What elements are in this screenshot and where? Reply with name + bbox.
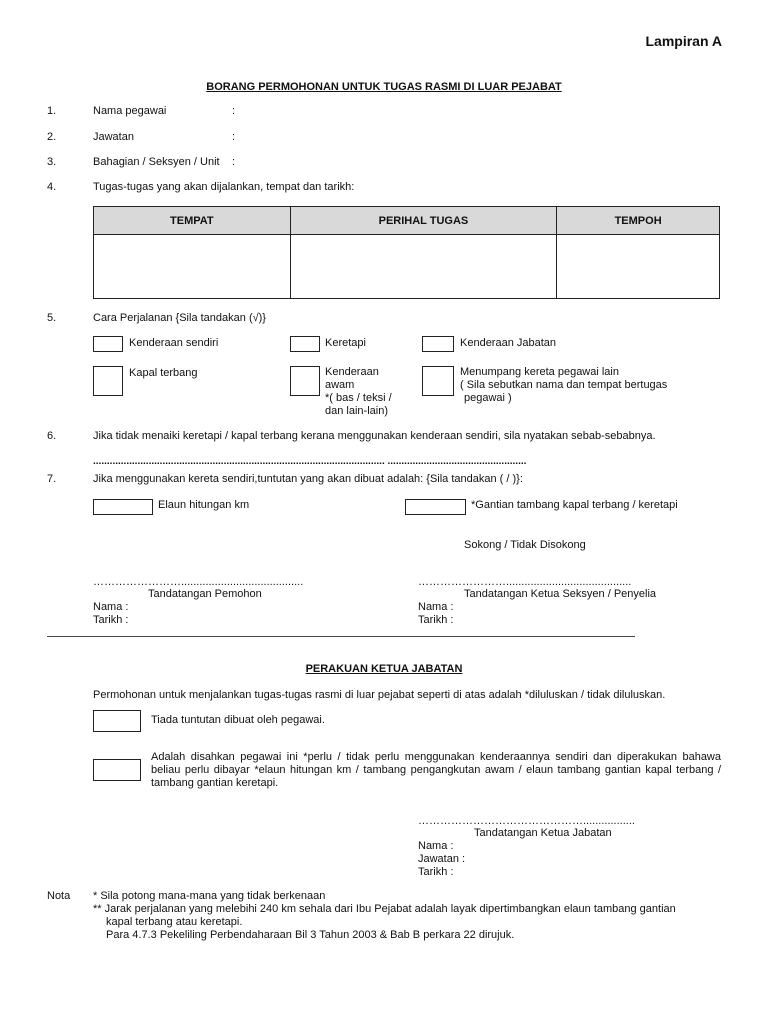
item-1-label: Nama pegawai	[93, 105, 167, 117]
checkbox-kapal-terbang[interactable]	[93, 366, 123, 396]
col-header-perihal-tugas: PERIHAL TUGAS	[290, 207, 557, 235]
label-tiada-tuntutan: Tiada tuntutan dibuat oleh pegawai.	[151, 714, 325, 726]
duty-table	[93, 206, 720, 299]
signature-line-ketua-jabatan[interactable]: ……………………………………….................	[418, 815, 635, 827]
ketua-jabatan-tarikh: Tarikh :	[418, 866, 454, 878]
label-kenderaan-awam-line3: *( bas / teksi /	[325, 392, 392, 404]
item-3-label: Bahagian / Seksyen / Unit	[93, 156, 220, 168]
item-1-colon: :	[232, 105, 236, 117]
checkbox-gantian-tambang[interactable]	[405, 499, 466, 515]
pemohon-tarikh: Tarikh :	[93, 614, 129, 626]
nota-line-3: kapal terbang atau keretapi.	[106, 916, 243, 928]
col-header-tempoh: TEMPOH	[557, 207, 720, 235]
signature-line-ketua-seksyen[interactable]: …………………….........................................	[418, 576, 632, 588]
perakuan-title: PERAKUAN KETUA JABATAN	[305, 663, 463, 675]
label-kenderaan-jabatan: Kenderaan Jabatan	[460, 337, 557, 349]
label-gantian-tambang: *Gantian tambang kapal terbang / keretapi	[471, 499, 678, 511]
signature-title-ketua-seksyen: Tandatangan Ketua Seksyen / Penyelia	[464, 588, 657, 600]
checkbox-kenderaan-awam[interactable]	[290, 366, 320, 396]
item-5-label: Cara Perjalanan {Sila tandakan (√)}	[93, 312, 266, 324]
checkbox-kenderaan-sendiri[interactable]	[93, 336, 123, 352]
checkbox-elaun-km[interactable]	[93, 499, 153, 515]
checkbox-menumpang[interactable]	[422, 366, 454, 396]
item-4-number: 4.	[47, 181, 57, 193]
label-menumpang-line2: ( Sila sebutkan nama dan tempat bertugas	[460, 379, 668, 391]
form-title: BORANG PERMOHONAN UNTUK TUGAS RASMI DI LUAR PEJABAT	[206, 81, 562, 93]
label-kenderaan-awam-line1: Kenderaan	[325, 366, 379, 378]
item-7-label: Jika menggunakan kereta sendiri,tuntutan yang akan dibuat adalah: {Sila tandakan ( / )}:	[93, 473, 523, 485]
nota-line-4: Para 4.7.3 Pekeliling Perbendaharaan Bil 3 Tahun 2003 & Bab B perkara 22 dirujuk.	[106, 929, 515, 941]
signature-title-ketua-jabatan: Tandatangan Ketua Jabatan	[474, 827, 612, 839]
label-disahkan: Adalah disahkan pegawai ini *perlu / tidak perlu menggunakan kenderaannya sendiri dan diperakukan bahawa beliau perlu dibayar *elaun hitungan km / tambang pengangkutan awam / elaun tambang gantian kapal terbang / tambang gantian keretapi.	[151, 751, 721, 789]
item-2-number: 2.	[47, 131, 57, 143]
item-4-label: Tugas-tugas yang akan dijalankan, tempat dan tarikh:	[93, 181, 355, 193]
nota-line-1: * Sila potong mana-mana yang tidak berkenaan	[93, 890, 326, 902]
signature-line-pemohon[interactable]: ……………………........................................	[93, 576, 304, 588]
item-3-number: 3.	[47, 156, 57, 168]
checkbox-tiada-tuntutan[interactable]	[93, 710, 141, 732]
col-header-tempat: TEMPAT	[94, 207, 291, 235]
nota-line-2: ** Jarak perjalanan yang melebihi 240 km sehala dari Ibu Pejabat adalah layak dipertimbangkan elaun tambang gantian	[93, 903, 676, 915]
section-divider	[47, 636, 635, 637]
label-kapal-terbang: Kapal terbang	[129, 367, 198, 379]
label-kenderaan-awam-line4: dan lain-lain)	[325, 405, 388, 417]
signature-title-pemohon: Tandatangan Pemohon	[148, 588, 262, 600]
item-6-label: Jika tidak menaiki keretapi / kapal terbang kerana menggunakan kenderaan sendiri, sila nyatakan sebab-sebabnya.	[93, 430, 656, 442]
duty-table-header-row	[94, 207, 720, 235]
ketua-seksyen-tarikh: Tarikh :	[418, 614, 454, 626]
checkbox-keretapi[interactable]	[290, 336, 320, 352]
label-keretapi: Keretapi	[325, 337, 366, 349]
label-menumpang-line1: Menumpang kereta pegawai lain	[460, 366, 619, 378]
item-1-number: 1.	[47, 105, 57, 117]
perakuan-intro: Permohonan untuk menjalankan tugas-tugas rasmi di luar pejabat seperti di atas adalah *diluluskan / tidak diluluskan.	[93, 689, 666, 701]
label-kenderaan-sendiri: Kenderaan sendiri	[129, 337, 219, 349]
lampiran-label: Lampiran A	[645, 33, 722, 49]
ketua-seksyen-nama: Nama :	[418, 601, 454, 613]
item-6-number: 6.	[47, 430, 57, 442]
ketua-jabatan-jawatan: Jawatan :	[418, 853, 466, 865]
reason-dotted-line[interactable]: ......................................................................................................... ..................................................	[93, 456, 527, 467]
label-menumpang-line3: pegawai )	[464, 392, 512, 404]
cell-tempoh[interactable]	[557, 235, 720, 299]
label-elaun-km: Elaun hitungan km	[158, 499, 250, 511]
ketua-jabatan-nama: Nama :	[418, 840, 454, 852]
item-2-label: Jawatan	[93, 131, 134, 143]
checkbox-kenderaan-jabatan[interactable]	[422, 336, 454, 352]
item-3-colon: :	[232, 156, 236, 168]
item-7-number: 7.	[47, 473, 57, 485]
nota-label: Nota	[47, 890, 71, 902]
pemohon-nama: Nama :	[93, 601, 129, 613]
duty-table-row	[94, 235, 720, 299]
item-2-colon: :	[232, 131, 236, 143]
item-5-number: 5.	[47, 312, 57, 324]
cell-tempat[interactable]	[94, 235, 291, 299]
label-kenderaan-awam-line2: awam	[325, 379, 355, 391]
cell-perihal-tugas[interactable]	[290, 235, 557, 299]
checkbox-disahkan[interactable]	[93, 759, 141, 781]
label-sokong: Sokong / Tidak Disokong	[464, 539, 586, 551]
